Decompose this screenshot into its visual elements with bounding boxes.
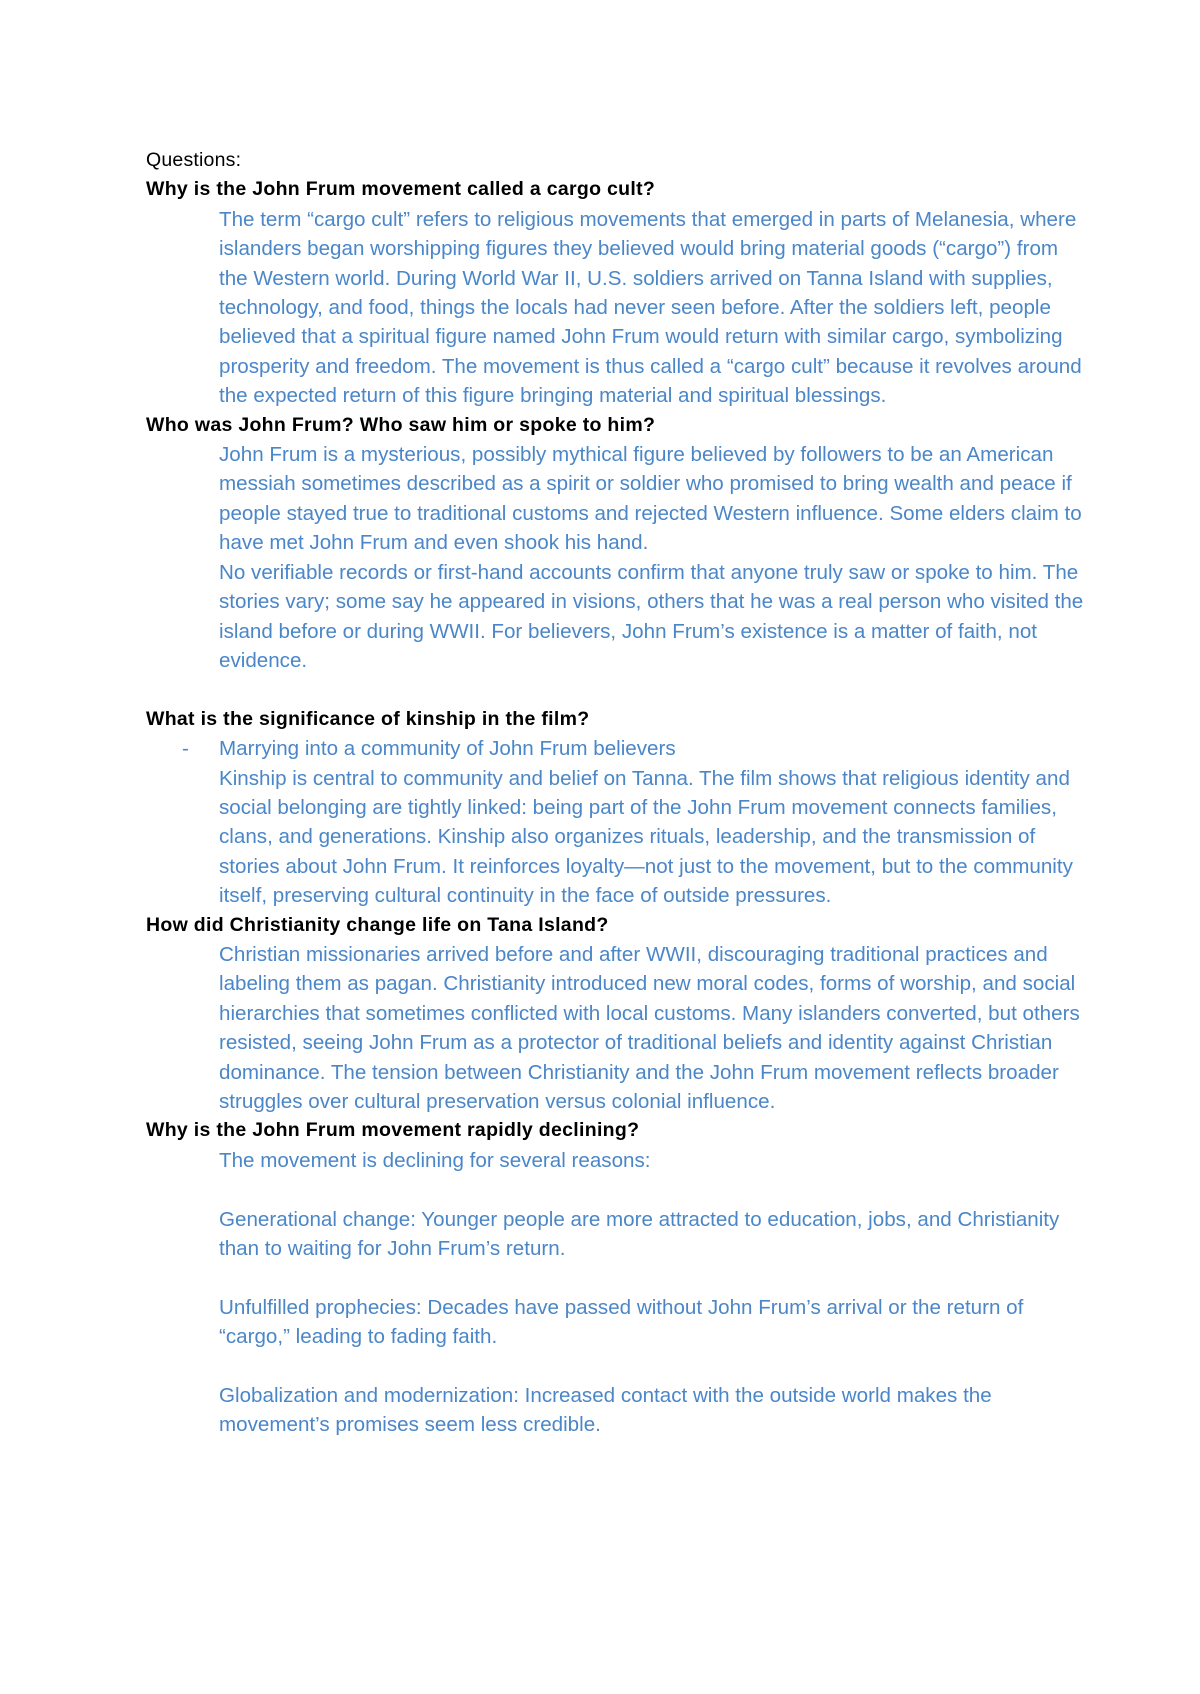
answer-decline xyxy=(219,1146,1086,1440)
answer-christianity xyxy=(219,940,1086,1116)
reason-globalization: Globalization and modernization: Increased contact with the outside world makes the movement’s promises seem less credible. xyxy=(219,1384,992,1437)
question-decline: Why is the John Frum movement rapidly declining? xyxy=(146,1119,640,1142)
bullet-dash: - xyxy=(182,737,189,761)
answer-who-was-john-frum xyxy=(219,440,1086,675)
question-who-was-john-frum: Who was John Frum? Who saw him or spoke to him? xyxy=(146,413,656,436)
bullet-text: Marrying into a community of John Frum believers xyxy=(219,737,676,761)
reason-unfulfilled-prophecies: Unfulfilled prophecies: Decades have passed without John Frum’s arrival or the return of “cargo,” leading to fading faith. xyxy=(219,1295,1024,1349)
answer-paragraph: Kinship is central to community and belief on Tanna. The film shows that religious identity and social belonging are tightly linked: being part of the John Frum movement connects families, clans, and generations. Kinship also organizes rituals, leadership, and the transmission of stories about John Frum. It reinforces loyalty—not just to the movement, but to the community itself, preserving cultural continuity in the face of outside pressures. xyxy=(219,766,1073,908)
question-cargo-cult: Why is the John Frum movement called a cargo cult? xyxy=(146,178,656,201)
bullet-item xyxy=(182,734,1086,763)
answer-kinship xyxy=(182,734,1086,910)
reason-generational-change: Generational change: Younger people are more attracted to education, jobs, and Christianity than to waiting for John Frum’s return. xyxy=(219,1207,1060,1260)
document-page xyxy=(146,146,1086,1440)
answer-paragraph: The term “cargo cult” refers to religious movements that emerged in parts of Melanesia, where islanders began worshipping figures they believed would bring material goods (“cargo”) from the Western world. During World War II, U.S. soldiers arrived on Tanna Island with supplies, technology, and food, things the locals had never seen before. After the soldiers left, people believed that a spiritual figure named John Frum would return with similar cargo, symbolizing prosperity and freedom. The movement is thus called a “cargo cult” because it revolves around the expected return of this figure bringing material and spiritual blessings. xyxy=(219,207,1082,408)
answer-paragraph: Christian missionaries arrived before and after WWII, discouraging traditional practices and labeling them as pagan. Christianity introduced new moral codes, forms of worship, and social hierarchies that sometimes conflicted with local customs. Many islanders converted, but others resisted, seeing John Frum as a protector of traditional beliefs and identity against Christian dominance. The tension between Christianity and the John Frum movement reflects broader struggles over cultural preservation versus colonial influence. xyxy=(219,942,1080,1113)
question-christianity: How did Christianity change life on Tana Island? xyxy=(146,913,609,936)
document-heading: Questions: xyxy=(146,149,242,171)
answer-cargo-cult xyxy=(219,205,1086,411)
answer-intro: The movement is declining for several reasons: xyxy=(219,1148,651,1172)
blank-line xyxy=(146,675,1086,704)
question-kinship: What is the significance of kinship in the film? xyxy=(146,707,590,730)
answer-paragraph: No verifiable records or first-hand accounts confirm that anyone truly saw or spoke to him. The stories vary; some say he appeared in visions, others that he was a real person who visited the island before or during WWII. For believers, John Frum’s existence is a matter of faith, not evidence. xyxy=(219,560,1084,672)
answer-paragraph: John Frum is a mysterious, possibly mythical figure believed by followers to be an American messiah sometimes described as a spirit or soldier who promised to bring wealth and peace if people stayed true to traditional customs and rejected Western influence. Some elders claim to have met John Frum and even shook his hand. xyxy=(219,443,1082,555)
